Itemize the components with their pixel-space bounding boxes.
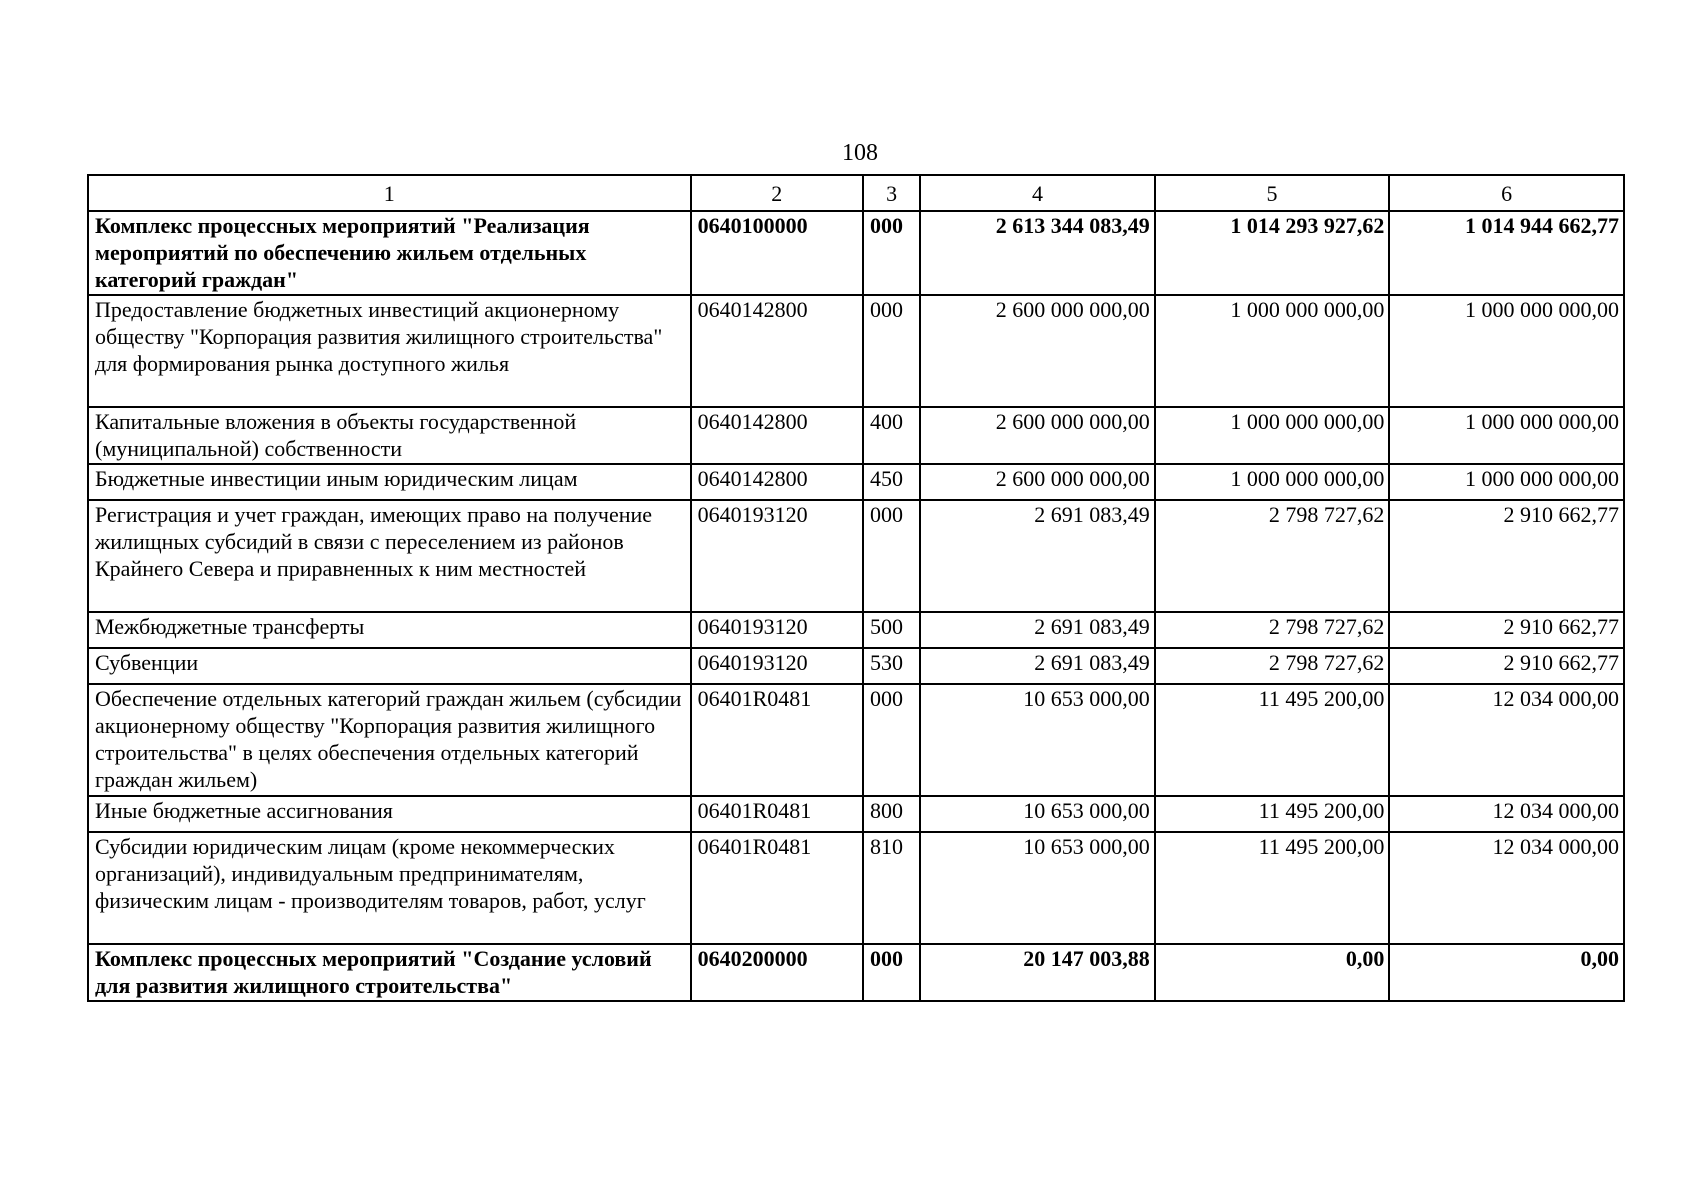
row-value-6: 1 000 000 000,00 bbox=[1389, 407, 1624, 464]
column-header: 2 bbox=[691, 175, 863, 211]
page-number: 108 bbox=[842, 140, 878, 166]
row-value-6: 1 014 944 662,77 bbox=[1389, 211, 1624, 295]
row-value-5: 11 495 200,00 bbox=[1155, 684, 1390, 796]
row-name: Межбюджетные трансферты bbox=[88, 612, 691, 648]
row-value-4: 10 653 000,00 bbox=[920, 684, 1155, 796]
row-value-4: 2 691 083,49 bbox=[920, 648, 1155, 684]
table-row bbox=[88, 796, 1624, 832]
column-header: 1 bbox=[88, 175, 691, 211]
row-value-4: 2 600 000 000,00 bbox=[920, 295, 1155, 407]
table-row bbox=[88, 500, 1624, 612]
row-type: 450 bbox=[863, 464, 920, 500]
row-code: 0640200000 bbox=[691, 944, 863, 1001]
row-name: Субсидии юридическим лицам (кроме некоммерческих организаций), индивидуальным предпринимателям, физическим лицам - производителям товаров, работ, услуг bbox=[88, 832, 691, 944]
table-row bbox=[88, 648, 1624, 684]
row-code: 0640142800 bbox=[691, 464, 863, 500]
row-value-5: 2 798 727,62 bbox=[1155, 612, 1390, 648]
row-code: 0640142800 bbox=[691, 407, 863, 464]
column-header: 6 bbox=[1389, 175, 1624, 211]
row-code: 0640193120 bbox=[691, 612, 863, 648]
table-row bbox=[88, 684, 1624, 796]
row-value-6: 12 034 000,00 bbox=[1389, 832, 1624, 944]
row-value-6: 1 000 000 000,00 bbox=[1389, 295, 1624, 407]
row-code: 06401R0481 bbox=[691, 832, 863, 944]
row-value-4: 10 653 000,00 bbox=[920, 832, 1155, 944]
row-type: 000 bbox=[863, 211, 920, 295]
row-name: Комплекс процессных мероприятий "Реализация мероприятий по обеспечению жильем отдельных категорий граждан" bbox=[88, 211, 691, 295]
row-type: 500 bbox=[863, 612, 920, 648]
column-header: 5 bbox=[1155, 175, 1390, 211]
row-value-5: 11 495 200,00 bbox=[1155, 796, 1390, 832]
row-code: 0640193120 bbox=[691, 500, 863, 612]
row-value-4: 20 147 003,88 bbox=[920, 944, 1155, 1001]
row-code: 0640100000 bbox=[691, 211, 863, 295]
row-value-4: 2 613 344 083,49 bbox=[920, 211, 1155, 295]
row-value-6: 1 000 000 000,00 bbox=[1389, 464, 1624, 500]
row-type: 800 bbox=[863, 796, 920, 832]
table-row bbox=[88, 295, 1624, 407]
row-value-4: 10 653 000,00 bbox=[920, 796, 1155, 832]
table-body bbox=[88, 211, 1624, 1001]
row-code: 06401R0481 bbox=[691, 796, 863, 832]
row-code: 0640142800 bbox=[691, 295, 863, 407]
row-value-5: 11 495 200,00 bbox=[1155, 832, 1390, 944]
row-name: Субвенции bbox=[88, 648, 691, 684]
row-name: Комплекс процессных мероприятий "Создание условий для развития жилищного строительства" bbox=[88, 944, 691, 1001]
row-type: 000 bbox=[863, 944, 920, 1001]
row-value-5: 2 798 727,62 bbox=[1155, 500, 1390, 612]
row-value-6: 12 034 000,00 bbox=[1389, 796, 1624, 832]
row-value-6: 2 910 662,77 bbox=[1389, 612, 1624, 648]
row-value-4: 2 600 000 000,00 bbox=[920, 464, 1155, 500]
row-type: 000 bbox=[863, 500, 920, 612]
row-name: Регистрация и учет граждан, имеющих право на получение жилищных субсидий в связи с переселением из районов Крайнего Севера и приравненных к ним местностей bbox=[88, 500, 691, 612]
row-value-5: 1 000 000 000,00 bbox=[1155, 464, 1390, 500]
row-value-4: 2 691 083,49 bbox=[920, 612, 1155, 648]
row-value-4: 2 600 000 000,00 bbox=[920, 407, 1155, 464]
row-value-5: 0,00 bbox=[1155, 944, 1390, 1001]
row-type: 400 bbox=[863, 407, 920, 464]
row-type: 530 bbox=[863, 648, 920, 684]
row-value-6: 2 910 662,77 bbox=[1389, 500, 1624, 612]
row-name: Капитальные вложения в объекты государственной (муниципальной) собственности bbox=[88, 407, 691, 464]
row-value-6: 2 910 662,77 bbox=[1389, 648, 1624, 684]
row-type: 000 bbox=[863, 684, 920, 796]
row-name: Предоставление бюджетных инвестиций акционерному обществу "Корпорация развития жилищного строительства" для формирования рынка доступного жилья bbox=[88, 295, 691, 407]
row-value-5: 2 798 727,62 bbox=[1155, 648, 1390, 684]
row-value-5: 1 014 293 927,62 bbox=[1155, 211, 1390, 295]
column-header: 3 bbox=[863, 175, 920, 211]
table-header-row bbox=[88, 175, 1624, 211]
row-value-5: 1 000 000 000,00 bbox=[1155, 407, 1390, 464]
table-row bbox=[88, 211, 1624, 295]
row-name: Бюджетные инвестиции иным юридическим лицам bbox=[88, 464, 691, 500]
row-code: 06401R0481 bbox=[691, 684, 863, 796]
row-value-4: 2 691 083,49 bbox=[920, 500, 1155, 612]
table-row bbox=[88, 612, 1624, 648]
row-value-6: 12 034 000,00 bbox=[1389, 684, 1624, 796]
table-row bbox=[88, 832, 1624, 944]
row-value-5: 1 000 000 000,00 bbox=[1155, 295, 1390, 407]
row-code: 0640193120 bbox=[691, 648, 863, 684]
row-name: Иные бюджетные ассигнования bbox=[88, 796, 691, 832]
table-row bbox=[88, 944, 1624, 1001]
row-type: 000 bbox=[863, 295, 920, 407]
row-type: 810 bbox=[863, 832, 920, 944]
table-row bbox=[88, 464, 1624, 500]
row-name: Обеспечение отдельных категорий граждан жильем (субсидии акционерному обществу "Корпорация развития жилищного строительства" в целях обеспечения отдельных категорий граждан жильем) bbox=[88, 684, 691, 796]
column-header: 4 bbox=[920, 175, 1155, 211]
table-row bbox=[88, 407, 1624, 464]
row-value-6: 0,00 bbox=[1389, 944, 1624, 1001]
budget-table bbox=[87, 174, 1625, 1002]
